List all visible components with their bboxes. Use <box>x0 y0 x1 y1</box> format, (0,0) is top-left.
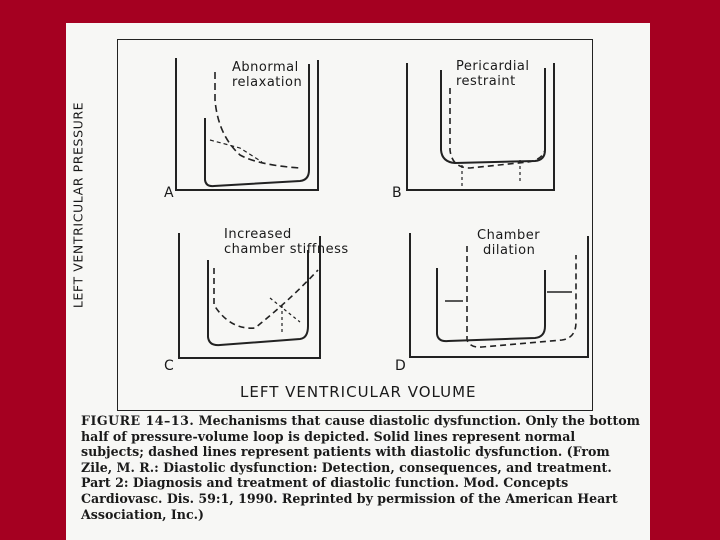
panel-d-title-2: dilation <box>483 243 536 258</box>
caption-figure-number: FIGURE 14–13. <box>81 413 195 428</box>
panel-a-title-2: relaxation <box>232 75 303 90</box>
panel-d-letter: D <box>395 358 406 374</box>
panel-d-normal-curve <box>437 268 545 341</box>
panel-d-dilated-curve <box>467 246 576 347</box>
caption-text: Mechanisms that cause diastolic dysfunction. Only the bottom half of pressure-volume loop is depicted. Solid lines represent normal subjects; dashed lines represent patients with diastolic dysfunction. (From Zile, M. R.: Diastolic dysfunction: Detection, consequences, and treatment. Part 2: Diagnosis and treatment of diastolic function. Mod. Concepts Cardiovasc. Dis. 59:1, 1990. Reprinted by permission of the American Heart Association, Inc.) <box>81 413 640 522</box>
panel-d-shift-markers <box>445 292 572 301</box>
panel-a <box>164 58 318 201</box>
panel-a-relax-line <box>210 140 262 162</box>
panel-b-title-2: restraint <box>456 74 516 89</box>
panel-c <box>164 227 349 374</box>
panel-c-letter: C <box>164 358 174 374</box>
panel-d-title-1: Chamber <box>477 228 541 243</box>
figure-caption <box>81 413 641 522</box>
panel-b-dashed-curve <box>450 88 545 168</box>
panel-c-title-1: Increased <box>224 227 292 242</box>
panel-c-title-2: chamber stiffness <box>224 242 349 257</box>
panel-a-title-1: Abnormal <box>232 60 299 75</box>
pressure-volume-diagrams <box>66 23 650 403</box>
panel-b-letter: B <box>392 185 402 201</box>
panel-b <box>392 59 554 201</box>
panel-d <box>395 228 588 374</box>
panel-c-normal-curve <box>208 250 308 345</box>
x-axis-label: LEFT VENTRICULAR VOLUME <box>240 383 477 401</box>
y-axis-label: LEFT VENTRICULAR PRESSURE <box>70 101 86 309</box>
panel-b-title-1: Pericardial <box>456 59 530 74</box>
panel-a-letter: A <box>164 185 174 201</box>
panel-c-stiff-curve <box>214 268 318 328</box>
